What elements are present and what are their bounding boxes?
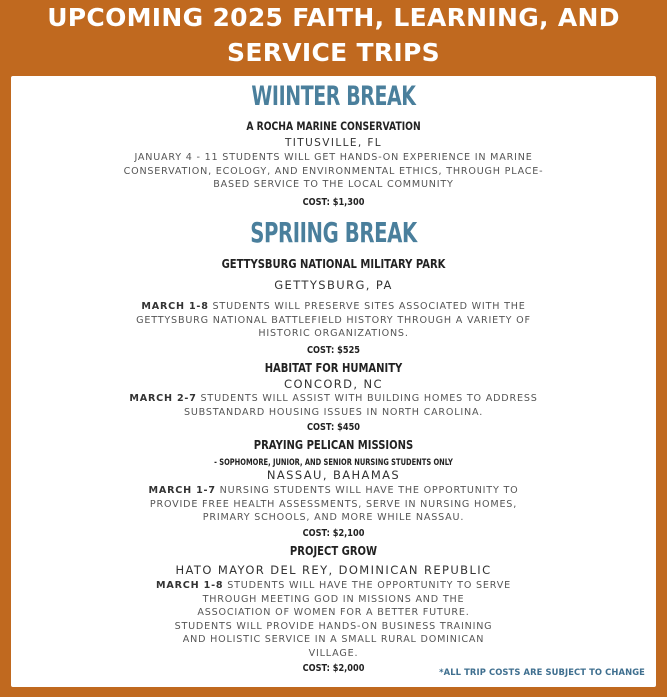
spring-section-title-wrap (11, 216, 656, 250)
desc-line: GETTYSBURG NATIONAL BATTLEFIELD HISTORY THROUGH A VARIETY OF (136, 314, 531, 326)
trips-panel (11, 76, 656, 687)
trip-cost-gettysburg: COST: $525 (306, 344, 360, 356)
trip-eligibility-note: - SOPHOMORE, JUNIOR, AND SENIOR NURSING STUDENTS ONLY (214, 457, 453, 467)
trip-location-gettysburg: GETTYSBURG, PA (274, 278, 393, 292)
spring-break-title: SPRIING BREAK (250, 216, 417, 249)
desc-line: PROVIDE FREE HEALTH ASSESSMENTS, SERVE IN NURSING HOMES, (149, 498, 518, 510)
trip-location-hato-mayor: HATO MAYOR DEL REY, DOMINICAN REPUBLIC (175, 563, 492, 577)
trip-gettysburg (11, 256, 656, 358)
trip-praying-pelican (11, 437, 656, 541)
trip-habitat (11, 360, 656, 435)
desc-line: MARCH 2-7 STUDENTS WILL ASSIST WITH BUILDING HOMES TO ADDRESS (129, 393, 538, 404)
page-header (0, 0, 667, 76)
desc-line: CONSERVATION, ECOLOGY, AND ENVIRONMENTAL ETHICS, THROUGH PLACE- (123, 165, 544, 177)
desc-line: SUBSTANDARD HOUSING ISSUES IN NORTH CAROLINA. (183, 406, 484, 418)
trip-cost-praying-pelican: COST: $2,100 (302, 527, 365, 539)
header-title-line2: SERVICE TRIPS (227, 38, 440, 67)
desc-line: STUDENTS WILL PROVIDE HANDS-ON BUSINESS TRAINING (174, 620, 493, 632)
desc-line: ASSOCIATION OF WOMEN FOR A BETTER FUTURE. (197, 607, 470, 618)
winter-trip (11, 118, 656, 210)
trip-cost-a-rocha: COST: $1,300 (302, 196, 365, 208)
desc-line: MARCH 1-7 NURSING STUDENTS WILL HAVE THE OPPORTUNITY TO (148, 485, 519, 496)
desc-line: VILLAGE. (308, 647, 359, 659)
trip-cost-habitat: COST: $450 (306, 422, 360, 433)
trip-location-nassau: NASSAU, BAHAMAS (266, 468, 401, 482)
trip-name-project-grow: PROJECT GROW (289, 543, 378, 558)
winter-section-title-wrap (11, 82, 656, 112)
cost-disclaimer: *ALL TRIP COSTS ARE SUBJECT TO CHANGE (439, 667, 645, 677)
trip-dates: MARCH 1-8 (156, 580, 224, 591)
trip-name-habitat: HABITAT FOR HUMANITY (264, 360, 403, 375)
desc-line: MARCH 1-8 STUDENTS WILL HAVE THE OPPORTUNITY TO SERVE (156, 580, 511, 591)
trip-name-a-rocha: A ROCHA MARINE CONSERVATION (246, 119, 421, 133)
desc-line: BASED SERVICE TO THE LOCAL COMMUNITY (213, 179, 454, 190)
trip-description-a-rocha (11, 151, 656, 192)
desc-line: JANUARY 4 - 11 STUDENTS WILL GET HANDS-ON EXPERIENCE IN MARINE (134, 152, 533, 163)
trip-dates: MARCH 1-7 (148, 485, 216, 496)
trip-name-praying-pelican: PRAYING PELICAN MISSIONS (253, 437, 414, 452)
desc-line: THROUGH MEETING GOD IN MISSIONS AND THE (202, 593, 465, 605)
trip-description-habitat (11, 392, 656, 419)
trip-name-gettysburg: GETTYSBURG NATIONAL MILITARY PARK (221, 256, 446, 271)
header-title-line1: UPCOMING 2025 FAITH, LEARNING, AND (47, 3, 620, 32)
desc-line: AND HOLISTIC SERVICE IN A SMALL RURAL DOMINICAN (182, 634, 485, 645)
trip-location-concord: CONCORD, NC (284, 377, 383, 391)
trip-description-project-grow (11, 579, 656, 660)
trip-dates: MARCH 2-7 (129, 393, 197, 404)
trip-description-gettysburg (11, 300, 656, 341)
desc-line: PRIMARY SCHOOLS, AND MORE WHILE NASSAU. (202, 512, 465, 523)
winter-break-title: WIINTER BREAK (251, 81, 416, 112)
trip-cost-project-grow: COST: $2,000 (302, 663, 365, 674)
trip-description-praying-pelican (11, 484, 656, 525)
desc-line: MARCH 1-8 STUDENTS WILL PRESERVE SITES ASSOCIATED WITH THE (141, 301, 526, 312)
trip-project-grow (11, 543, 656, 676)
trip-location-titusville: TITUSVILLE, FL (284, 137, 383, 149)
desc-line: HISTORIC ORGANIZATIONS. (258, 328, 409, 339)
trip-dates: MARCH 1-8 (141, 301, 209, 312)
